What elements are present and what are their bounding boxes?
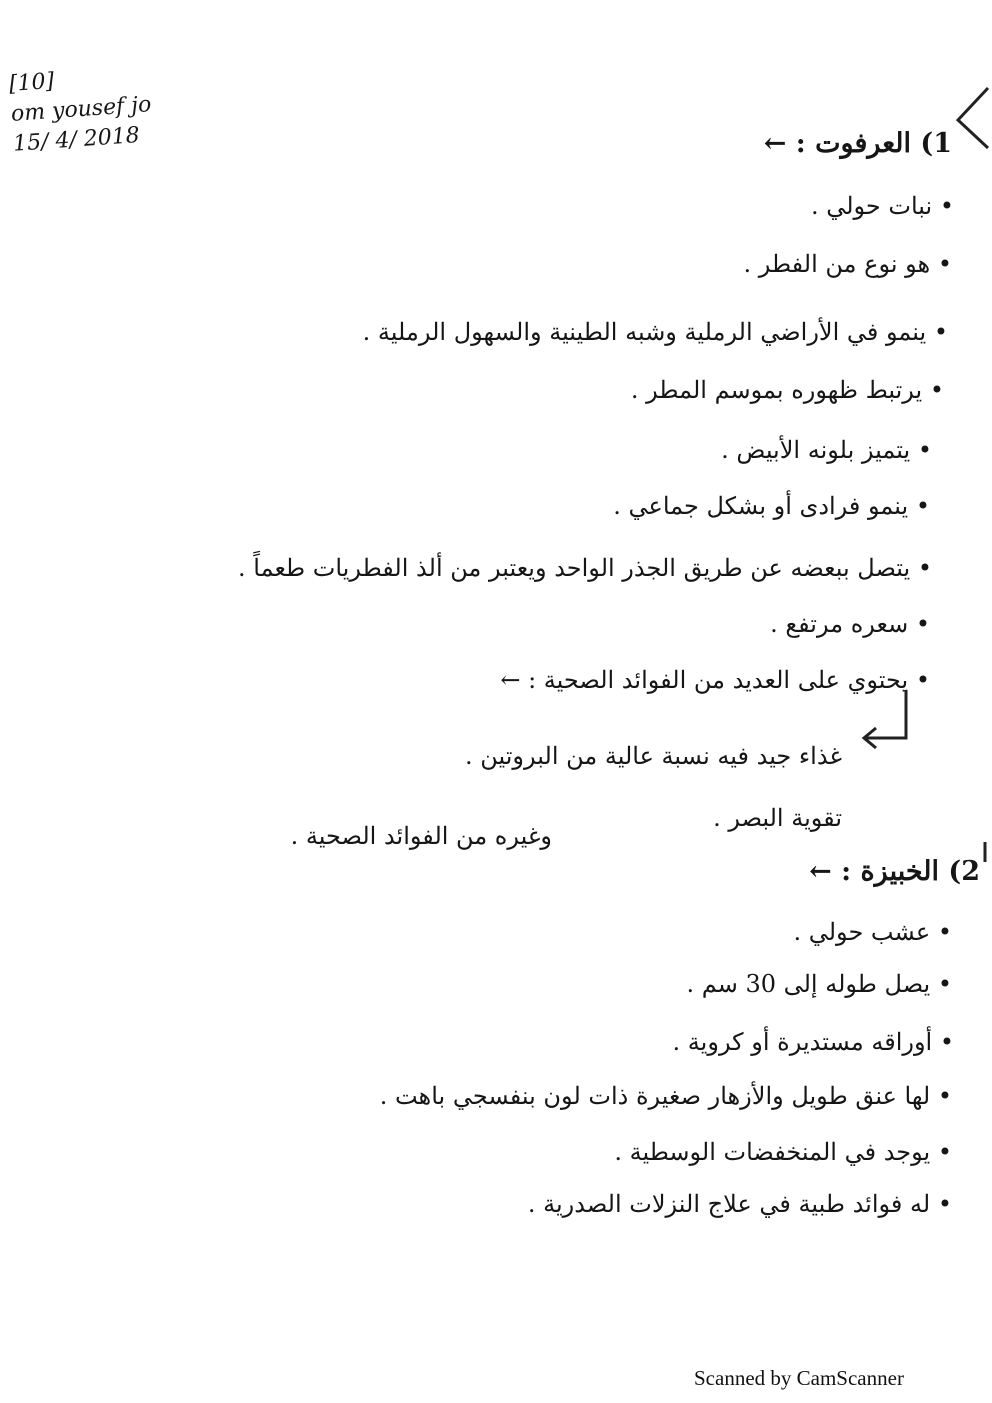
section1-item: • يتصل ببعضه عن طريق الجذر الواحد ويعتبر من ألذ الفطريات طعماً . [238,554,932,582]
corner-mark [958,88,988,148]
benefit-item: وغيره من الفوائد الصحية . [290,822,552,850]
section2-item: • له فوائد طبية في علاج النزلات الصدرية . [527,1190,952,1218]
section2-title: 2) الخبيزة : ← [809,856,980,887]
hooked-arrow [864,690,906,748]
scanner-footer: Scanned by CamScanner [694,1366,904,1390]
section2-item: • عشب حولي . [793,918,952,946]
author-handle: om yousef jo [10,92,153,127]
page-number: [10] [8,68,55,97]
section1-item: • نبات حولي . [810,192,954,220]
section1-item: • ينمو في الأراضي الرملية وشبه الطينية والسهول الرملية . [362,318,948,346]
section2-item: • يوجد في المنخفضات الوسطية . [614,1138,952,1166]
section1-item: • هو نوع من الفطر . [743,250,952,278]
header-block [8,60,154,160]
section1-title: 1) العرفوت : ← [763,128,952,159]
date: 15/ 4/ 2018 [12,123,141,157]
section1-item: • سعره مرتفع . [770,610,930,638]
section1-item: • يحتوي على العديد من الفوائد الصحية : ← [500,666,930,694]
section2-item: • لها عنق طويل والأزهار صغيرة ذات لون بنفسجي باهت . [379,1082,952,1110]
benefit-item: غذاء جيد فيه نسبة عالية من البروتين . [464,742,842,770]
section2-item: • يصل طوله إلى 30 سم . [686,970,952,998]
section1-item: • ينمو فرادى أو بشكل جماعي . [613,492,930,520]
section1-item: • يتميز بلونه الأبيض . [721,436,932,464]
section1-item: • يرتبط ظهوره بموسم المطر . [630,376,944,404]
section2-item: • أوراقه مستديرة أو كروية . [672,1028,954,1056]
benefit-item: تقوية البصر . [713,804,842,832]
